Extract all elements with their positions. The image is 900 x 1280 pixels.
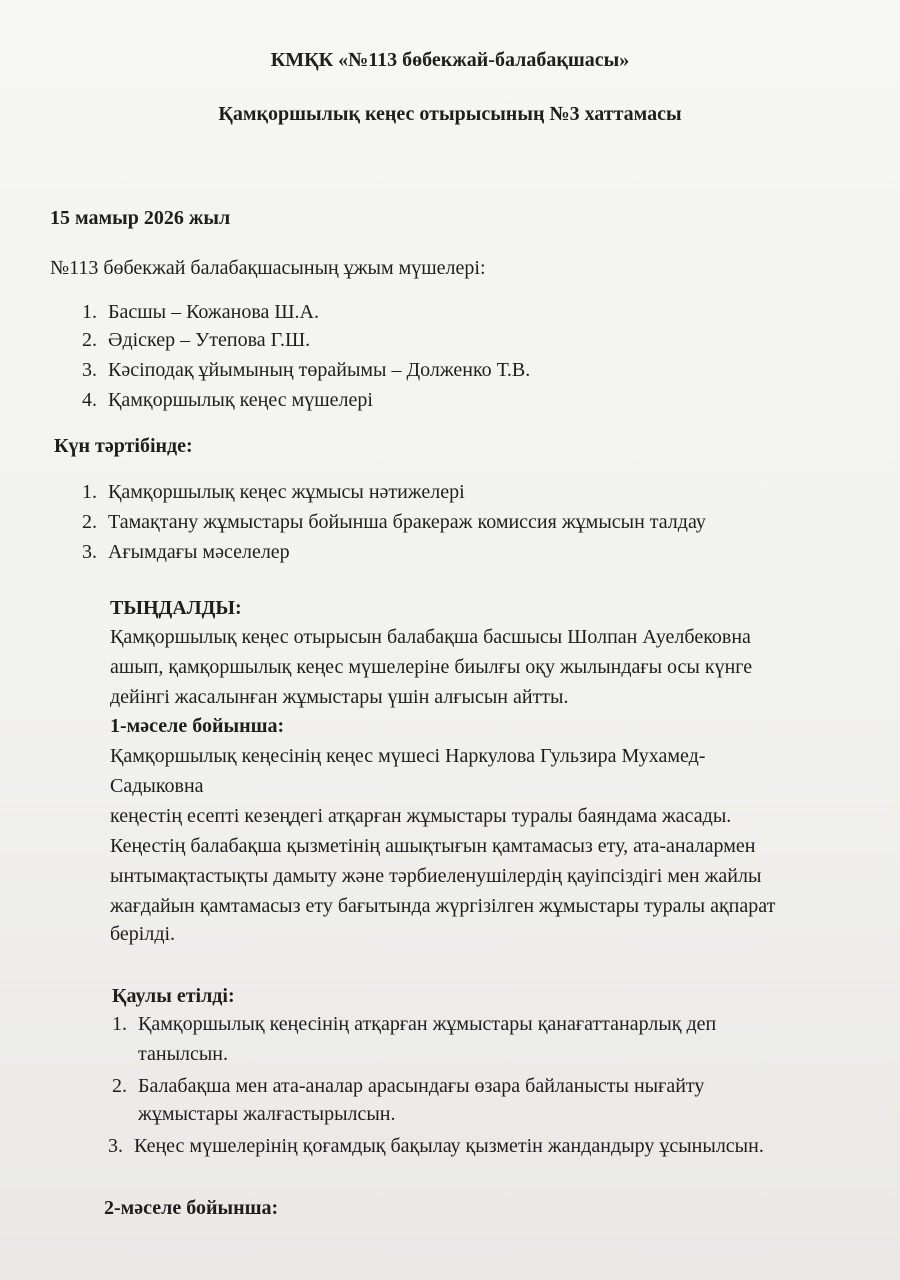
- decision-item: [112, 1012, 716, 1036]
- member-item-number: 4.: [82, 389, 97, 411]
- issue1-line: берілді.: [110, 923, 176, 945]
- decision-item-text: Балабақша мен ата-аналар арасындағы өзара байланысты нығайту: [138, 1075, 705, 1097]
- agenda-item-text: Қамқоршылық кеңес жұмысы нәтижелері: [108, 481, 465, 503]
- agenda-item-number: 1.: [82, 481, 97, 503]
- issue1-line: Кеңестің балабақша қызметінің ашықтығын қамтамасыз ету, ата-аналармен: [110, 835, 756, 857]
- member-item-text: Кәсіподақ ұйымының төрайымы – Долженко Т.В.: [108, 359, 531, 381]
- heard-heading: ТЫҢДАЛДЫ:: [110, 597, 242, 619]
- decision-item-number: 3.: [108, 1135, 123, 1157]
- decision-item-number: 2.: [112, 1075, 127, 1097]
- agenda-heading: Күн тәртібінде:: [54, 435, 193, 457]
- decision-item: [112, 1074, 704, 1098]
- member-item-number: 2.: [82, 329, 97, 351]
- heard-line: дейінгі жасалынған жұмыстары үшін алғысын айтты.: [110, 686, 569, 708]
- agenda-item: [82, 480, 465, 504]
- decision-item: [108, 1134, 764, 1158]
- decision-item-number: 1.: [112, 1013, 127, 1035]
- document-date: 15 мамыр 2026 жыл: [50, 207, 231, 229]
- decision-item-text: Кеңес мүшелерінің қоғамдық бақылау қызметін жандандыру ұсынылсын.: [134, 1135, 764, 1157]
- member-item-text: Басшы – Кожанова Ш.А.: [108, 301, 319, 323]
- decision-heading: Қаулы етілді:: [112, 985, 235, 1007]
- agenda-item-number: 3.: [82, 541, 97, 563]
- decision-item-continuation: танылсын.: [138, 1043, 228, 1065]
- issue1-line: кеңестің есепті кезеңдегі атқарған жұмыстары туралы баяндама жасады.: [110, 805, 732, 827]
- member-item: [82, 300, 319, 324]
- member-item: [82, 388, 373, 412]
- issue1-line: ынтымақтастықты дамыту және тәрбиеленушілердің қауіпсіздігі мен жайлы: [110, 865, 762, 887]
- issue1-line: жағдайын қамтамасыз ету бағытында жүргізілген жұмыстары туралы ақпарат: [110, 895, 776, 917]
- document-subtitle: Қамқоршылық кеңес отырысының №3 хаттамасы: [218, 103, 682, 125]
- agenda-item-text: Тамақтану жұмыстары бойынша бракераж комиссия жұмысын талдау: [108, 511, 706, 533]
- decision-item-continuation: жұмыстары жалғастырылсын.: [138, 1103, 396, 1125]
- agenda-item-text: Ағымдағы мәселелер: [108, 541, 290, 563]
- agenda-item: [82, 540, 290, 564]
- agenda-item-number: 2.: [82, 511, 97, 533]
- heard-line: Қамқоршылық кеңес отырысын балабақша басшысы Шолпан Ауелбековна: [110, 626, 751, 648]
- issue2-heading: 2-мәселе бойынша:: [104, 1197, 279, 1219]
- heard-line: ашып, қамқоршылық кеңес мүшелеріне биылғы оқу жылындағы осы күнге: [110, 656, 753, 678]
- member-item: [82, 358, 530, 382]
- member-item-number: 1.: [82, 301, 97, 323]
- document-title: КМҚК «№113 бөбекжай-балабақшасы»: [270, 49, 630, 71]
- member-item-text: Әдіскер – Утепова Г.Ш.: [108, 329, 311, 351]
- member-item-text: Қамқоршылық кеңес мүшелері: [108, 389, 373, 411]
- agenda-item: [82, 510, 706, 534]
- issue1-heading: 1-мәселе бойынша:: [110, 715, 285, 737]
- members-heading: №113 бөбекжай балабақшасының ұжым мүшелері:: [50, 257, 486, 279]
- issue1-line: Қамқоршылық кеңесінің кеңес мүшесі Наркулова Гульзира Мухамед-: [110, 745, 706, 767]
- member-item-number: 3.: [82, 359, 97, 381]
- decision-item-text: Қамқоршылық кеңесінің атқарған жұмыстары қанағаттанарлық деп: [138, 1013, 717, 1035]
- issue1-line: Садыковна: [110, 775, 204, 797]
- member-item: [82, 328, 310, 352]
